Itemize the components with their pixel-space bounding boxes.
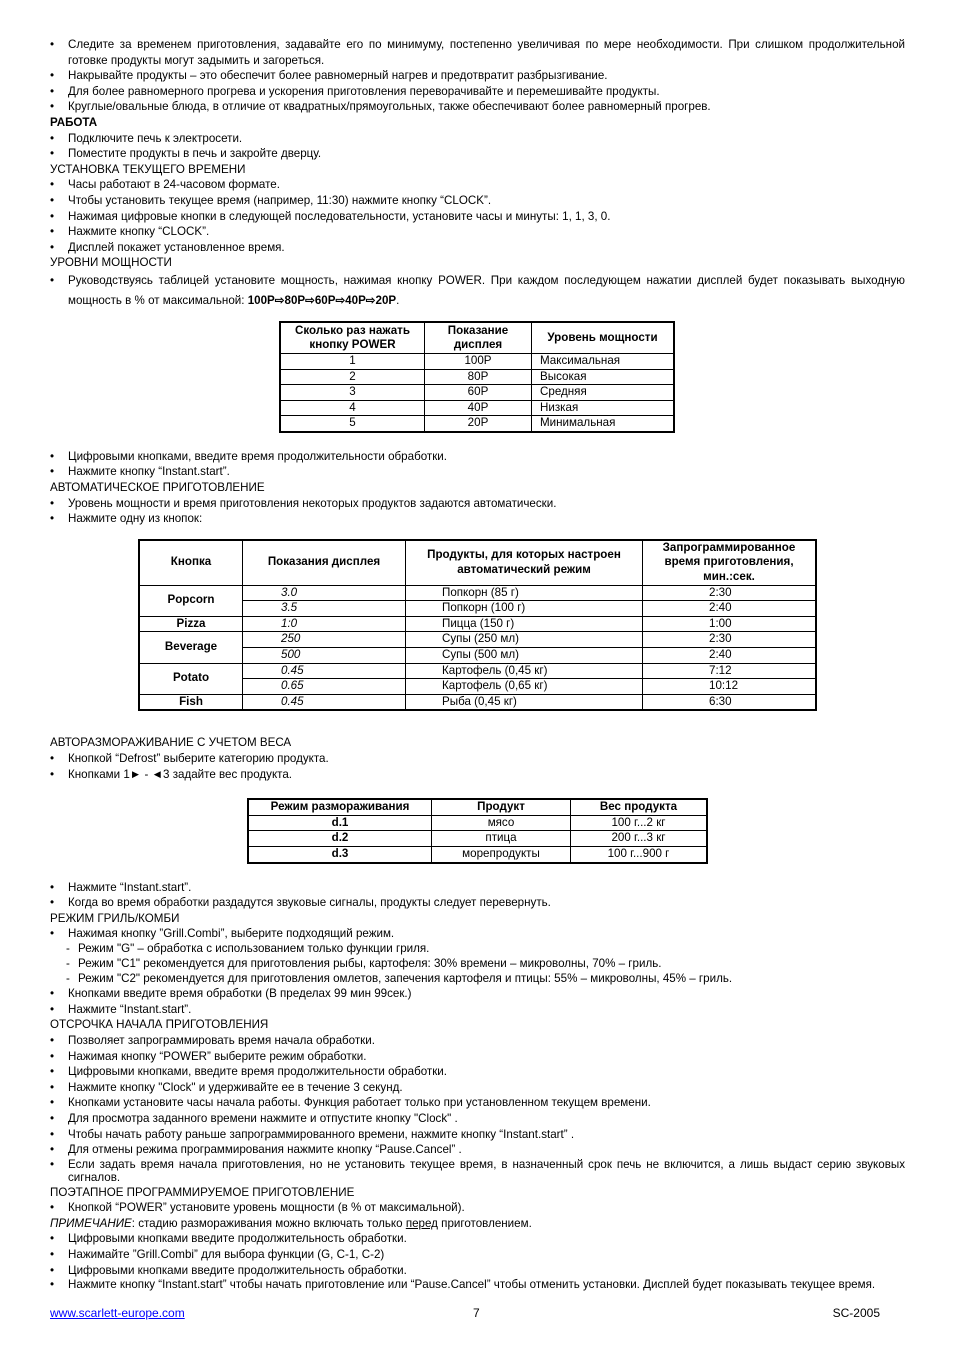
- table-header: Режим размораживания: [248, 799, 432, 815]
- auto-table: [138, 539, 817, 712]
- list-item: • Нажмите кнопку "Clock" и удерживайте ее в течение 3 секунд.: [50, 1080, 905, 1096]
- list-item: • Цифровыми кнопками введите продолжительность обработки.: [50, 1263, 905, 1279]
- table-cell: 6:30: [643, 694, 817, 710]
- button-name-cell: Fish: [139, 694, 243, 710]
- list-item: • Кнопками установите часы начала работы. Функция работает только при установленном текущем времени.: [50, 1095, 905, 1111]
- table-cell: 1:00: [643, 616, 817, 632]
- button-name-cell: Beverage: [139, 632, 243, 663]
- intro-list: [50, 37, 905, 115]
- table-row: [280, 369, 674, 385]
- table-cell: 1: [280, 353, 425, 369]
- table-cell: 4: [280, 400, 425, 416]
- list-item: - Режим "G" – обработка с использованием только функции гриля.: [50, 942, 905, 957]
- table-cell: 0.45: [243, 663, 406, 679]
- list-item: • Кнопками введите время обработки (В пределах 99 мин 99сек.): [50, 986, 905, 1002]
- list-item: • Нажмите кнопку “CLOCK”.: [50, 224, 905, 240]
- table-cell: 60P: [425, 385, 532, 401]
- table-cell: Рыба (0,45 кг): [406, 694, 643, 710]
- list-item: • Цифровыми кнопками, введите время продолжительности обработки.: [50, 449, 905, 465]
- list-item: • Для более равномерного прогрева и ускорения приготовления переворачивайте и перемешивайте продукты.: [50, 84, 905, 100]
- table-cell: Попкорн (85 г): [406, 585, 643, 601]
- note-text-a: : стадию размораживания можно включать только: [131, 1216, 406, 1230]
- list-item: • Кнопками 1► - ◄3 задайте вес продукта.: [50, 767, 905, 783]
- list-item: • Нажимая кнопку ”Grill.Combi”, выберите подходящий режим.: [50, 926, 905, 942]
- section-title-auto: АВТОМАТИЧЕСКОЕ ПРИГОТОВЛЕНИЕ: [50, 481, 265, 495]
- table-cell: 0.65: [243, 679, 406, 695]
- list-item: • Круглые/овальные блюда, в отличие от квадратных/прямоугольных, также обеспечивают более равномерный прогрев.: [50, 99, 905, 115]
- table-cell: 2:40: [643, 601, 817, 617]
- table-cell: 20P: [425, 416, 532, 432]
- table-row: [248, 831, 707, 847]
- table-cell: 10:12: [643, 679, 817, 695]
- table-cell: 2: [280, 369, 425, 385]
- note-label: ПРИМЕЧАНИЕ: [50, 1216, 132, 1230]
- table-cell: Пицца (150 г): [406, 616, 643, 632]
- button-name-cell: Pizza: [139, 616, 243, 632]
- table-row: [139, 616, 816, 632]
- list-item: • Цифровыми кнопками, введите время продолжительности обработки.: [50, 1064, 905, 1080]
- table-cell: 5: [280, 416, 425, 432]
- table-header: Показания дисплея: [243, 540, 406, 585]
- list-item: • Кнопкой “POWER” установите уровень мощности (в % от максимальной).: [50, 1200, 905, 1216]
- list-item: • Часы работают в 24-часовом формате.: [50, 177, 905, 193]
- table-cell: Низкая: [532, 400, 675, 416]
- table-cell: 2:40: [643, 648, 817, 664]
- table-cell: 100P: [425, 353, 532, 369]
- table-cell: 100 г...2 кг: [571, 815, 708, 831]
- table-cell: Минимальная: [532, 416, 675, 432]
- list-item: • Поместите продукты в печь и закройте дверцу.: [50, 146, 905, 162]
- table-cell: 3.0: [243, 585, 406, 601]
- list-item: • Чтобы начать работу раньше запрограммированного времени, нажмите кнопку “Instant.start” .: [50, 1127, 905, 1143]
- list-item: • Когда во время обработки раздадутся звуковые сигналы, продукты следует перевернуть.: [50, 895, 905, 911]
- manual-page: [50, 37, 905, 1292]
- table-row: [139, 663, 816, 679]
- power-table: [279, 321, 675, 433]
- table-header: Продукты, для которых настроен автоматический режим: [406, 540, 643, 585]
- section-title-stage: ПОЭТАПНОЕ ПРОГРАММИРУЕМОЕ ПРИГОТОВЛЕНИЕ: [50, 1185, 355, 1199]
- list-item: • Дисплей покажет установленное время.: [50, 240, 905, 256]
- list-item: • Кнопкой “Defrost” выберите категорию продукта.: [50, 751, 905, 767]
- table-cell: 7:12: [643, 663, 817, 679]
- section-title-work: РАБОТА: [50, 115, 98, 129]
- table-header: Уровень мощности: [532, 322, 675, 354]
- table-cell: Картофель (0,45 кг): [406, 663, 643, 679]
- model-number: SC-2005: [832, 1306, 880, 1320]
- table-cell: Супы (500 мл): [406, 648, 643, 664]
- table-cell: 2:30: [643, 585, 817, 601]
- list-item: • Цифровыми кнопками введите продолжительность обработки.: [50, 1231, 905, 1247]
- table-row: [280, 353, 674, 369]
- table-cell: Средняя: [532, 385, 675, 401]
- list-item: • Нажимая кнопку “POWER” выберите режим обработки.: [50, 1049, 905, 1065]
- table-header: Показание дисплея: [425, 322, 532, 354]
- table-cell: птица: [432, 831, 571, 847]
- list-item: • Если задать время начала приготовления, но не установить текущее время, в назначенный срок печь не включится, а лишь выдаст серию звуковых сигналов.: [50, 1158, 905, 1185]
- list-item: • Позволяет запрограммировать время начала обработки.: [50, 1033, 905, 1049]
- list-item: • Уровень мощности и время приготовления некоторых продуктов задаются автоматически.: [50, 496, 905, 512]
- list-item: • Чтобы установить текущее время (например, 11:30) нажмите кнопку “CLOCK”.: [50, 193, 905, 209]
- button-name-cell: Popcorn: [139, 585, 243, 616]
- table-cell: 250: [243, 632, 406, 648]
- power-sequence: 100P⇨80P⇨60P⇨40P⇨20P: [247, 293, 397, 307]
- table-row: [280, 416, 674, 432]
- table-row: [248, 846, 707, 862]
- table-cell: 100 г...900 г: [571, 846, 708, 862]
- list-item: • Нажмите кнопку “Instant.start” чтобы начать приготовление или “Pause.Cancel” чтобы отменить установки. Дисплей будет показывать текущее время.: [50, 1278, 905, 1292]
- table-row: [139, 694, 816, 710]
- page-number: 7: [473, 1306, 480, 1320]
- section-title-clock: УСТАНОВКА ТЕКУЩЕГО ВРЕМЕНИ: [50, 162, 246, 176]
- table-row: [139, 585, 816, 601]
- table-cell: 2:30: [643, 632, 817, 648]
- table-cell: Картофель (0,65 кг): [406, 679, 643, 695]
- section-title-power: УРОВНИ МОЩНОСТИ: [50, 256, 172, 270]
- list-item: • Нажмите “Instant.start”.: [50, 1002, 905, 1018]
- section-title-delay: ОТСРОЧКА НАЧАЛА ПРИГОТОВЛЕНИЯ: [50, 1018, 269, 1032]
- table-row: [280, 385, 674, 401]
- button-name-cell: Potato: [139, 663, 243, 694]
- table-cell: Супы (250 мл): [406, 632, 643, 648]
- note: [50, 1216, 905, 1232]
- list-item: • Нажимайте ”Grill.Combi” для выбора функции (G, C-1, C-2): [50, 1247, 905, 1263]
- table-header: Кнопка: [139, 540, 243, 585]
- table-cell: 200 г...3 кг: [571, 831, 708, 847]
- list-item: • Нажмите “Instant.start”.: [50, 880, 905, 896]
- table-header: Продукт: [432, 799, 571, 815]
- list-item: - Режим "C2" рекомендуется для приготовления омлетов, запечения картофеля и птицы: 55% – микроволны, 45% – гриль.: [50, 972, 905, 987]
- table-cell: 3: [280, 385, 425, 401]
- note-text-b: приготовлением.: [437, 1216, 532, 1230]
- table-cell: мясо: [432, 815, 571, 831]
- table-header: Сколько раз нажать кнопку POWER: [280, 322, 425, 354]
- table-header: Запрограммированное время приготовления, мин.:сек.: [643, 540, 817, 585]
- website-link[interactable]: www.scarlett-europe.com: [50, 1306, 185, 1320]
- table-cell: 40P: [425, 400, 532, 416]
- list-item: • Подключите печь к электросети.: [50, 131, 905, 147]
- list-item: • Нажмите одну из кнопок:: [50, 511, 905, 527]
- power-text: Руководствуясь таблицей установите мощность, нажимая кнопку POWER. При каждом последующем нажатии дисплей будет показывать выходную мощность в % от максимальной:: [68, 273, 905, 307]
- section-title-defrost: АВТОРАЗМОРАЖИВАНИЕ С УЧЕТОМ ВЕСА: [50, 736, 292, 750]
- note-underline: перед: [405, 1216, 438, 1230]
- table-cell: Попкорн (100 г): [406, 601, 643, 617]
- table-cell: 80P: [425, 369, 532, 385]
- table-cell: Высокая: [532, 369, 675, 385]
- list-item: • Для просмотра заданного времени нажмите и отпустите кнопку "Clock" .: [50, 1111, 905, 1127]
- list-item: • Следите за временем приготовления, задавайте его по минимуму, постепенно увеличивая по мере необходимости. При слишком продолжительной готовке продукты могут задымить и загореться.: [50, 37, 905, 68]
- list-item: • Руководствуясь таблицей установите мощность, нажимая кнопку POWER. При каждом последующем нажатии дисплей будет показывать выходную мощность в % от максимальной: 100P⇨80P⇨60P⇨40P⇨20P.: [50, 271, 905, 311]
- defrost-table: [247, 798, 708, 863]
- section-title-grill: РЕЖИМ ГРИЛЬ/КОМБИ: [50, 911, 180, 925]
- list-item: • Для отмены режима программирования нажмите кнопку “Pause.Cancel” .: [50, 1142, 905, 1158]
- list-item: • Нажмите кнопку “Instant.start”.: [50, 464, 905, 480]
- table-cell: d.2: [248, 831, 432, 847]
- list-item: • Нажимая цифровые кнопки в следующей последовательности, установите часы и минуты: 1, 1, 3, 0.: [50, 209, 905, 225]
- table-cell: 1:0: [243, 616, 406, 632]
- table-cell: 3.5: [243, 601, 406, 617]
- table-cell: морепродукты: [432, 846, 571, 862]
- table-cell: Максимальная: [532, 353, 675, 369]
- table-row: [139, 632, 816, 648]
- table-cell: d.3: [248, 846, 432, 862]
- table-header: Вес продукта: [571, 799, 708, 815]
- table-row: [280, 400, 674, 416]
- table-cell: 500: [243, 648, 406, 664]
- list-item: - Режим "C1" рекомендуется для приготовления рыбы, картофеля: 30% времени – микроволны, 70% – гриль.: [50, 957, 905, 972]
- table-cell: 0.45: [243, 694, 406, 710]
- table-row: [248, 815, 707, 831]
- table-cell: d.1: [248, 815, 432, 831]
- list-item: • Накрывайте продукты – это обеспечит более равномерный нагрев и предотвратит разбрызгивание.: [50, 68, 905, 84]
